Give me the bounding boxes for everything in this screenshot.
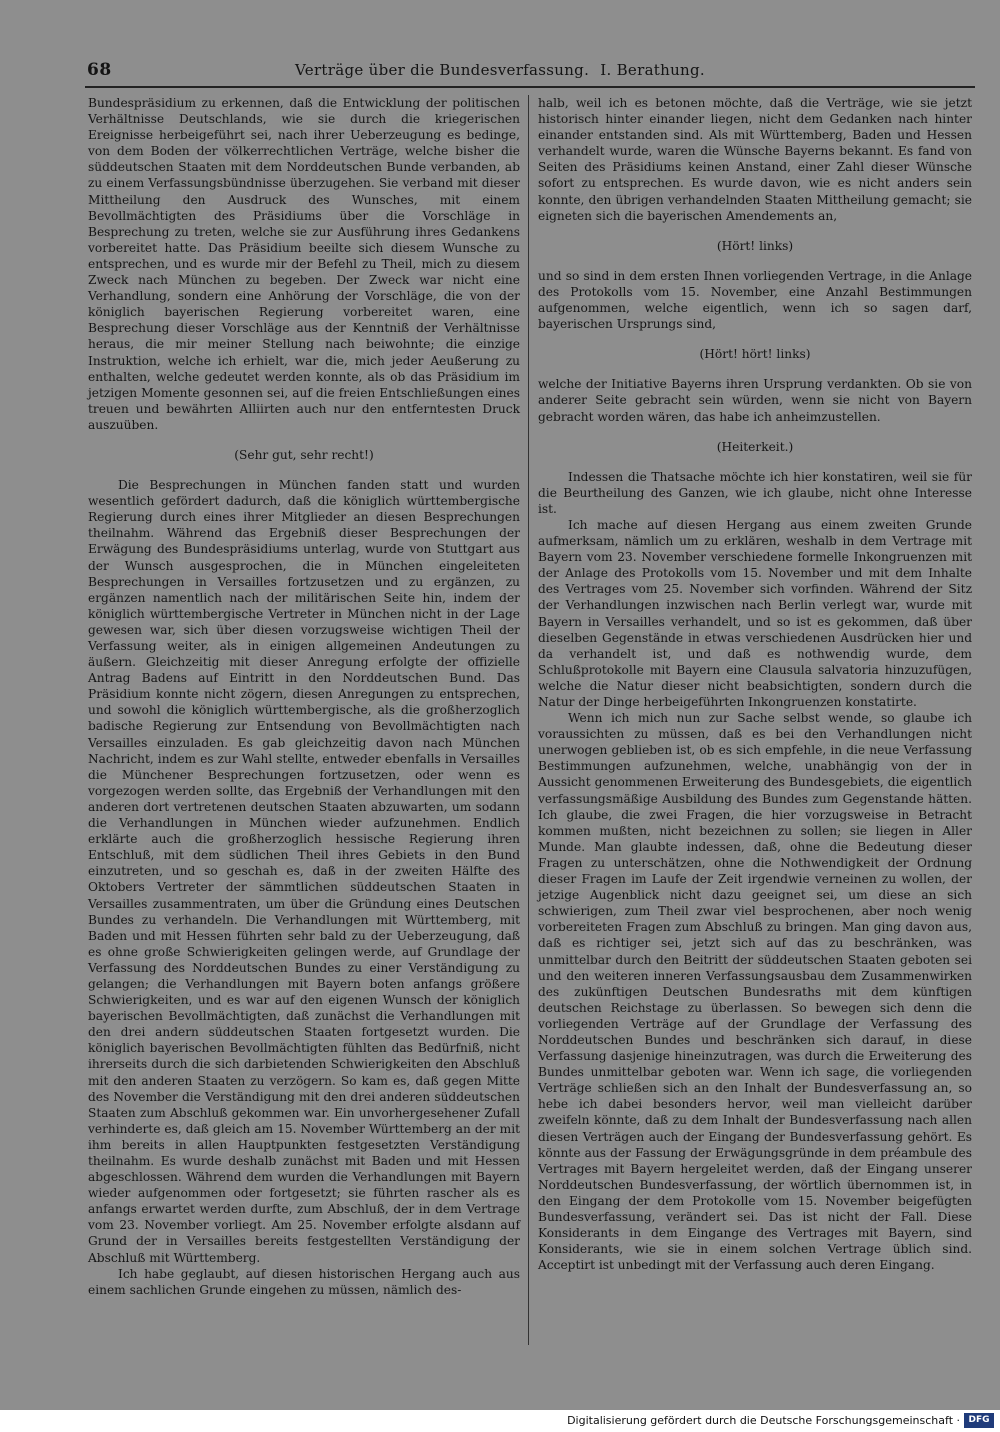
digitization-footer [0,1410,1000,1432]
running-head [289,61,705,79]
left-paragraph-2: Die Besprechungen in München fanden statt und wurden wesentlich gefördert dadurch, daß die königlich württembergische Regierung durch eines ihrer Mitglieder an diesen Besprechungen theilnahm. Während das Ergebniß dieser Besprechungen der Erwägung des Bundespräsidiums unterlag, wurde von Stuttgart aus der Wunsch ausgesprochen, die in München eingeleiteten Besprechungen in Versailles fortzusetzen und zu ergänzen, zu ergänzen namentlich nach der militärischen Seite hin, indem der königlich württembergische Vertreter in München nicht in der Lage gewesen war, sich über diesen vorzugsweise wichtigen Theil der Verfassung weiter, als in einigen allgemeinen Andeutungen zu äußern. Gleichzeitig mit dieser Anregung erfolgte der offizielle Antrag Badens auf Eintritt in den Norddeutschen Bund. Das Präsidium konnte nicht zögern, diesen Anregungen zu entsprechen, und sowohl die königlich württembergische, als die großherzoglich badische Regierung zur Entsendung von Bevollmächtigten nach Versailles einzuladen. Es gab gleichzeitig davon nach München Nachricht, indem es zur Wahl stellte, entweder ebenfalls in Versailles die Münchener Besprechungen fortzusetzen, oder wenn es vorgezogen werden sollte, das Ergebniß der Verhandlungen mit den anderen dort vertretenen deutschen Staaten abzuwarten, um sodann die Verhandlungen in München wieder aufzunehmen. Endlich erklärte auch die großherzoglich hessische Regierung ihren Entschluß, mit dem südlichen Theil ihres Gebiets in den Bund einzutreten, und so geschah es, daß in der zweiten Hälfte des Oktobers Vertreter der sämmtlichen süddeutschen Staaten in Versailles zusammentraten, um über die Gründung eines Deutschen Bundes zu verhandeln. Die Verhandlungen mit Württemberg, mit Baden und mit Hessen führten sehr bald zu der Ueberzeugung, daß es ohne große Schwierigkeiten gelingen werde, auf Grundlage der Verfassung des Norddeutschen Bundes zu einer Verständigung zu gelangen; die Verhandlungen mit Bayern boten anfangs größere Schwierigkeiten, und es war auf den eigenen Wunsch der königlich bayerischen Bevollmächtigten, daß zunächst die Verhandlungen mit den drei andern süddeutschen Staaten fortgesetzt wurden. Die königlich bayerischen Bevollmächtigten fühlten das Bedürfniß, nicht ihrerseits durch die sich darbietenden Schwierigkeiten den Abschluß mit den anderen Staaten zu verzögern. So kam es, daß gegen Mitte des November die Verständigung mit den drei anderen süddeutschen Staaten zum Abschluß gekommen war. Ein unvorhergesehener Zufall verhinderte es, daß gleich am 15. November Württemberg an der mit ihm bereits in allen Hauptpunkten festgesetzten Verständigung theilnahm. Es wurde deshalb zunächst mit Baden und mit Hessen abgeschlossen. Während dem wurden die Verhandlungen mit Bayern wieder aufgenommen oder fortgesetzt; sie führten rascher als es anfangs erwartet werden durfte, zum Abschluß, der in dem Vertrage vom 23. November vorliegt. Am 25. November erfolgte alsdann auf Grund der in Versailles bereits festgestellten Verständigung der Abschluß mit Württemberg. [88,478,520,1265]
right-paragraph-1: halb, weil ich es betonen möchte, daß die Verträge, wie sie jetzt historisch hinter einander liegen, nicht dem Gedanken nach hinter einander entstanden sind. Als mit Württemberg, Baden und Hessen verhandelt wurde, waren die Wünsche Bayerns bekannt. Es fand von Seiten des Präsidiums keinen Anstand, einer Zahl dieser Wünsche sofort zu entsprechen. Es wurde davon, wie es nicht anders sein konnte, den übrigen verhandelnden Staaten Mittheilung gemacht; sie eigneten sich die bayerischen Amendements an, [538,96,972,223]
left-paragraph-3: Ich habe geglaubt, auf diesen historischen Hergang auch aus einem sachlichen Grunde eingehen zu müssen, nämlich des- [88,1266,520,1297]
section-label: I. Berathung. [600,61,705,79]
right-paragraph-5: Ich mache auf diesen Hergang aus einem zweiten Grunde aufmerksam, nämlich um zu erklären, weshalb in dem Vertrage mit Bayern vom 23. November verschiedene formelle Inkongruenzen mit der Anlage des Protokolls vom 15. November und mit dem Inhalte des Vertrages vom 25. November sich vorfinden. Während der Sitz der Verhandlungen inzwischen nach Berlin verlegt war, wurde mit Bayern in Versailles verhandelt, und so ist es gekommen, daß über dieselben Gegenstände in etwas verschiedenen Ausdrücken hier und da verhandelt ist, und daß es nothwendig wurde, dem Schlußprotokolle mit Bayern eine Clausula salvatoria hinzuzufügen, welche die Natur dieser nicht beabsichtigten, sondern durch die Natur der Dinge herbeigeführten Inkongruenzen konstatirte. [538,517,972,709]
dfg-logo-icon: DFG [964,1413,994,1428]
page-number: 68 [87,60,112,80]
running-title: Verträge über die Bundesverfassung. [295,61,590,79]
right-interjection-3: (Heiterkeit.) [716,439,794,454]
right-interjection-1: (Hört! links) [716,238,794,253]
right-paragraph-2: und so sind in dem ersten Ihnen vorliegenden Vertrage, in die Anlage des Protokolls vom 15. November, eine Anzahl Bestimmungen aufgenommen, welche eigentlich, wenn ich so sagen darf, bayerischen Ursprungs sind, [538,268,972,332]
funding-credit: Digitalisierung gefördert durch die Deutsche Forschungsgemeinschaft · [567,1414,960,1427]
left-interjection-1: (Sehr gut, sehr recht!) [234,447,374,462]
left-column [88,95,520,1298]
column-divider [528,95,529,1345]
right-column [538,95,972,1273]
right-paragraph-3: welche der Initiative Bayerns ihren Ursprung verdankten. Ob sie von anderer Seite gebracht sein würden, wenn sie nicht von Bayern gebracht worden wären, das habe ich anheimzustellen. [538,377,972,424]
right-paragraph-6: Wenn ich mich nun zur Sache selbst wende, so glaube ich voraussichten zu müssen, daß es bei den Verhandlungen nicht unerwogen geblieben ist, ob es sich empfehle, in die neue Verfassung Bestimmungen aufzunehmen, welche, unabhängig von der in Aussicht genommenen Erweiterung des Bundesgebiets, die eigentlich verfassungsmäßige Ausbildung des Bundes zum Gegenstande hätten. Ich glaube, die zwei Fragen, die hier vorzugsweise in Betracht kommen mußten, nicht bezeichnen zu sollen; sie liegen in Aller Munde. Man glaubte indessen, daß, ohne die Bedeutung dieser Fragen zu unterschätzen, ohne die Nothwendigkeit der Ordnung dieser Fragen im Laufe der Zeit irgendwie verneinen zu wollen, der jetzige Augenblick nicht dazu geeignet sei, um diese an sich schwierigen, zum Theil zwar viel besprochenen, aber noch wenig vorbereiteten Fragen zum Abschluß zu bringen. Man ging davon aus, daß es richtiger sei, jetzt sich auf das zu beschränken, was unmittelbar durch den Beitritt der süddeutschen Staaten geboten sei und den weiteren inneren Verfassungsausbau dem Zusammenwirken des zukünftigen Deutschen Bundesraths mit dem künftigen deutschen Reichstage zu überlassen. So bewegen sich denn die vorliegenden Verträge auf der Grundlage der Verfassung des Norddeutschen Bundes und beschränken sich darauf, in diese Verfassung dasjenige hineinzutragen, was durch die Erweiterung des Bundes unmittelbar geboten war. Wenn ich sage, die vorliegenden Verträge schließen sich an den Inhalt der Bundesverfassung an, so hebe ich dabei besonders hervor, weil man vielleicht darüber zweifeln könnte, daß zu dem Inhalt der Bundesverfassung nach allen diesen Verträgen auch der Eingang der Bundesverfassung gehört. Es könnte aus der Fassung der Erwägungsgründe in dem préambule des Vertrages mit Bayern hergeleitet werden, daß der Eingang unserer Norddeutschen Bundesverfassung, der wörtlich übernommen ist, in den Eingang der dem Protokolle vom 15. November beigefügten Bundesverfassung, verändert sei. Das ist nicht der Fall. Diese Konsiderants in dem Eingange des Vertrages mit Bayern, sind Konsiderants, wie sie in einem solchen Vertrage üblich sind. Acceptirt ist unbedingt mit der Verfassung auch deren Eingang. [538,711,972,1273]
left-paragraph-1: Bundespräsidium zu erkennen, daß die Entwicklung der politischen Verhältnisse Deutschlands, wie sie durch die kriegerischen Ereignisse herbeigeführt sei, nach ihrer Ueberzeugung es bedinge, von dem Boden der völkerrechtlichen Verträge, welche bisher die süddeutschen Staaten mit dem Norddeutschen Bunde verbanden, ab zu einem Verfassungsbündnisse überzugehen. Sie verband mit dieser Mittheilung den Ausdruck des Wunsches, mit einem Bevollmächtigten des Präsidiums über die Vorschläge in Besprechung zu treten, welche sie zur Ausführung ihres Gedankens vorbereitet hatte. Das Präsidium beeilte sich diesem Wunsche zu entsprechen, und es wurde mir der Befehl zu Theil, mich zu diesem Zweck nach München zu begeben. Der Zweck war nicht eine Verhandlung, sondern eine Anhörung der Vorschläge, die von der königlich bayerischen Regierung vorbereitet waren, eine Besprechung dieser Vorschläge aus der Kenntniß der Verhältnisse heraus, die mir meiner Stellung nach beiwohnte; die einzige Instruktion, welche ich erhielt, war die, mich jeder Aeußerung zu enthalten, welche gedeutet werden konnte, als ob das Präsidium im jetzigen Momente gesonnen sei, auf die freien Entschließungen eines treuen und bewährten Alliirten auch nur den entferntesten Druck auszuüben. [88,96,520,432]
page-header [85,58,975,88]
right-paragraph-4: Indessen die Thatsache möchte ich hier konstatiren, weil sie für die Beurtheilung des Ganzen, wie ich glaube, nicht ohne Interesse ist. [538,469,972,516]
right-interjection-2: (Hört! hört! links) [699,347,811,362]
